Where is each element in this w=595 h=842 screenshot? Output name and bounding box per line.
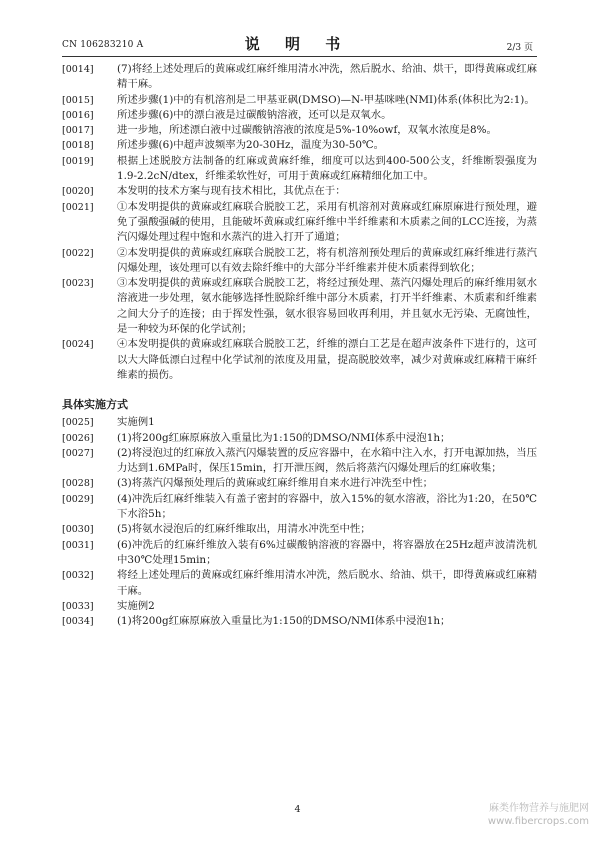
section-title: 具体实施方式 [62,398,128,412]
paragraph [62,568,537,599]
paragraph-text: (4)冲洗后红麻纤维装入有盖子密封的容器中，放入15%的氨水溶液，浴比为1:20，在50℃下水浴5h； [117,492,537,521]
header-page-indicator: 2/3 页 [506,43,533,53]
paragraph-number: [0028] [62,478,94,490]
paragraph-number: [0032] [62,570,94,582]
paragraph-number: [0027] [62,447,94,459]
paragraph [62,246,537,277]
paragraph-number: [0022] [62,247,94,259]
paragraph-number: [0015] [62,94,94,106]
header-patent-number: CN 106283210 A [62,40,144,50]
paragraph-number: [0033] [62,600,94,612]
paragraph-text: 所述步骤(6)中的漂白液是过碳酸钠溶液，还可以是双氧水。 [117,108,392,121]
paragraph [62,123,537,138]
paragraph-number: [0025] [62,417,94,429]
paragraph-text: ④本发明提供的黄麻或红麻联合脱胶工艺，纤维的漂白工艺是在超声波条件下进行的，这可以大大降低漂白过程中化学试剂的浓度及用量，提高脱胶效率，减少对黄麻或红麻精干麻纤维素的损伤。 [117,338,537,381]
paragraph [62,446,537,477]
paragraph [62,138,537,153]
paragraph [62,154,537,185]
paragraph-text: (5)将氨水浸泡后的红麻纤维取出，用清水冲洗至中性； [117,523,371,536]
paragraph [62,522,537,537]
paragraph [62,614,537,629]
paragraph-number: [0018] [62,140,94,152]
paragraph [62,184,537,199]
header-title: 说 明 书 [244,35,351,53]
paragraph [62,492,537,523]
paragraph-number: [0014] [62,64,94,75]
paragraph [62,599,537,614]
paragraph-text: 根据上述脱胶方法制备的红麻或黄麻纤维，细度可以达到400-500公支，纤维断裂强度为1.9-2.2cN/dtex，纤维柔软性好，可用于黄麻或红麻精细化加工中。 [117,154,537,183]
watermark-site-name: 麻类作物营养与施肥网 [489,803,589,814]
paragraph [62,200,537,246]
paragraph [62,276,537,337]
paragraph-text: 进一步地，所述漂白液中过碳酸钠溶液的浓度是5%-10%owf，双氧水浓度是8%。 [117,124,497,137]
paragraph [62,415,537,430]
paragraph-number: [0031] [62,539,94,551]
paragraph-number: [0019] [62,155,94,167]
paragraph-text: (1)将200g红麻原麻放入重量比为1:150的DMSO/NMI体系中浸泡1h； [117,431,451,444]
paragraph [62,108,537,123]
paragraph [62,476,537,491]
header-rule [62,56,537,57]
watermark-url: www.fibercrops.com [487,816,589,827]
paragraph-text: (2)将浸泡过的红麻放入蒸汽闪爆装置的反应容器中，在水箱中注入水，打开电源加热，当压力达到1.6MPa时，保压15min，打开泄压阀，然后将蒸汽闪爆处理后的红麻收集； [117,446,537,475]
paragraph-number: [0034] [62,616,94,628]
paragraph-text: 本发明的技术方案与现有技术相比，其优点在于： [117,185,346,198]
paragraph-number: [0016] [62,109,94,121]
paragraph-text: ②本发明提供的黄麻或红麻联合脱胶工艺，将有机溶剂预处理后的黄麻或红麻纤维进行蒸汽闪爆处理，该处理可以有效去除纤维中的大部分半纤维素并使木质素得到软化； [117,246,537,274]
paragraph [62,93,537,108]
site-watermark [488,802,589,828]
paragraph-number: [0024] [62,339,94,351]
paragraph-text: 实施例1 [117,416,155,429]
paragraph [62,62,537,93]
paragraph [62,538,537,569]
paragraph-number: [0029] [62,493,94,505]
paragraph [62,337,537,383]
paragraph-text: (3)将蒸汽闪爆预处理后的黄麻或红麻纤维用自来水进行冲洗至中性； [117,477,434,490]
paragraph-text: 所述步骤(1)中的有机溶剂是二甲基亚砜(DMSO)—N-甲基咪唑(NMI)体系(体积比为2:1)。 [117,93,535,106]
document-body [62,62,537,629]
paragraph-text: (1)将200g红麻原麻放入重量比为1:150的DMSO/NMI体系中浸泡1h； [117,615,451,628]
paragraph-text: 所述步骤(6)中超声波频率为20-30Hz，温度为30-50℃。 [117,139,385,152]
page-number: 4 [294,804,301,815]
paragraph-number: [0017] [62,125,94,137]
paragraph-number: [0021] [62,201,94,213]
paragraph-text: (7)将经上述处理后的黄麻或红麻纤维用清水冲洗，然后脱水、给油、烘干，即得黄麻或红麻精干麻。 [117,63,537,91]
paragraph-text: 实施例2 [117,599,155,612]
paragraph-text: 将经上述处理后的黄麻或红麻纤维用清水冲洗，然后脱水、给油、烘干，即得黄麻或红麻精干麻。 [117,569,537,597]
paragraph-list-top [62,62,537,383]
paragraph-text: ③本发明提供的黄麻或红麻联合脱胶工艺，将经过预处理、蒸汽闪爆处理后的麻纤维用氨水溶液进一步处理，氨水能够选择性脱除纤维中部分木质素，打开半纤维素、木质素和纤维素之间大分子的连接；由于挥发性强，氨水很容易回收再利用，并且氨水无污染、无腐蚀性，是一种较为环保的化学试剂； [117,277,537,336]
paragraph [62,431,537,446]
paragraph-text: ①本发明提供的黄麻或红麻联合脱胶工艺，采用有机溶剂对黄麻或红麻原麻进行预处理，避免了强酸强碱的使用，且能破坏黄麻或红麻纤维中半纤维素和木质素之间的LCC连接，为蒸汽闪爆处理过程中饱和水蒸汽的进入打开了通道； [117,200,537,244]
paragraph-number: [0020] [62,186,94,198]
paragraph-number: [0030] [62,524,94,536]
paragraph-text: (6)冲洗后的红麻纤维放入装有6%过碳酸钠溶液的容器中，将容器放在25Hz超声波清洗机中30℃处理15min； [117,538,537,566]
paragraph-number: [0023] [62,278,94,290]
paragraph-number: [0026] [62,432,94,444]
paragraph-list-bottom [62,415,537,629]
